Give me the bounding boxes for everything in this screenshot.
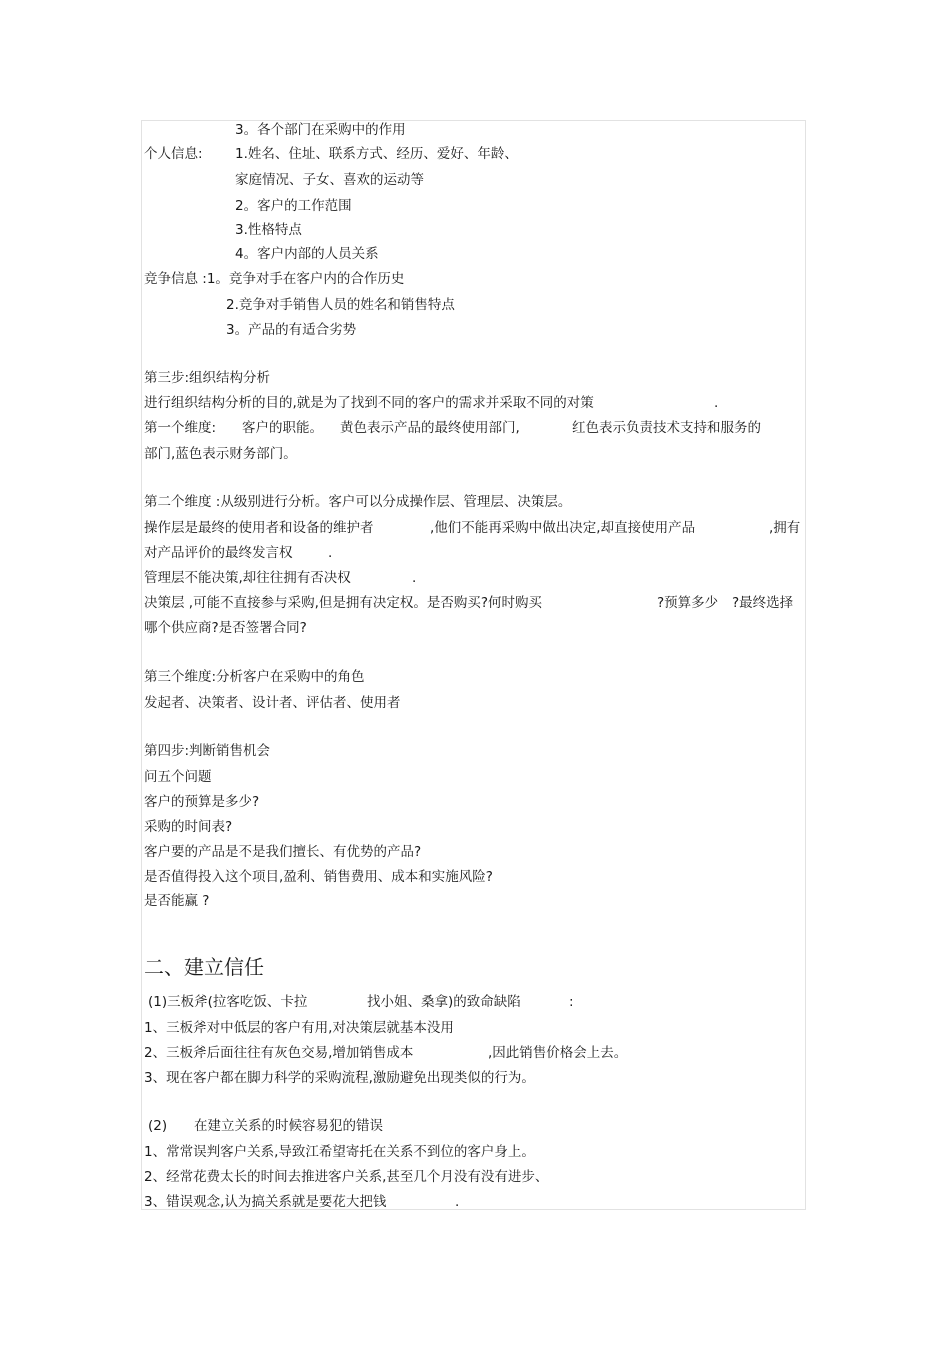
text-line: 进行组织结构分析的目的,就是为了找到不同的客户的需求并采取不同的对策 <box>144 395 594 411</box>
text-line: 客户的预算是多少? <box>144 794 260 810</box>
text-line: 找小姐、桑拿)的致命缺陷 <box>367 994 521 1010</box>
text-line: 2、经常花费太长的时间去推进客户关系,甚至几个月没有没有进步、 <box>144 1169 549 1185</box>
text-line: 是否能赢 ? <box>144 893 210 909</box>
text-line: 竞争信息 :1。竞争对手在客户内的合作历史 <box>144 271 405 287</box>
text-line: ,他们不能再采购中做出决定,却直接使用产品 <box>430 520 696 536</box>
text-line: 1.姓名、住址、联系方式、经历、爱好、年龄、 <box>235 146 518 162</box>
chapter-heading: 二、建立信任 <box>144 955 264 979</box>
text-line: 采购的时间表? <box>144 819 233 835</box>
text-line: 客户要的产品是不是我们擅长、有优势的产品? <box>144 844 422 860</box>
text-line: 操作层是最终的使用者和设备的维护者 <box>144 520 374 536</box>
text-line: 是否值得投入这个项目,盈利、销售费用、成本和实施风险? <box>144 869 493 885</box>
text-line: 3、现在客户都在脚力科学的采购流程,激励避免出现类似的行为。 <box>144 1070 535 1086</box>
text-line: 第一个维度: <box>144 420 217 436</box>
text-line: . <box>328 545 333 561</box>
text-line: ?预算多少 <box>657 595 719 611</box>
text-line: 1、三板斧对中低层的客户有用,对决策层就基本没用 <box>144 1020 454 1036</box>
text-line: (2) <box>148 1118 168 1134</box>
text-line: 哪个供应商?是否签署合同? <box>144 620 307 636</box>
text-line: 3。各个部门在采购中的作用 <box>235 122 406 138</box>
text-line: 管理层不能决策,却往往拥有否决权 <box>144 570 351 586</box>
text-line: 1、常常误判客户关系,导致江希望寄托在关系不到位的客户身上。 <box>144 1144 535 1160</box>
text-line: 客户的职能。 <box>242 420 323 436</box>
text-line: ?最终选择 <box>732 595 794 611</box>
text-line: 3、错误观念,认为搞关系就是要花大把钱 <box>144 1194 387 1210</box>
text-line: 2、三板斧后面往往有灰色交易,增加销售成本 <box>144 1045 414 1061</box>
text-line: 家庭情况、子女、喜欢的运动等 <box>235 172 424 188</box>
text-line: ,因此销售价格会上去。 <box>488 1045 628 1061</box>
text-line: 4。客户内部的人员关系 <box>235 246 379 262</box>
text-line: 决策层 ,可能不直接参与采购,但是拥有决定权。是否购买?何时购买 <box>144 595 543 611</box>
text-line: 3.性格特点 <box>235 222 302 238</box>
text-line: 对产品评价的最终发言权 <box>144 545 293 561</box>
text-line: . <box>455 1194 460 1210</box>
text-line: . <box>412 570 417 586</box>
text-line: 黄色表示产品的最终使用部门, <box>340 420 520 436</box>
section-heading: 第三步:组织结构分析 <box>144 370 271 386</box>
text-line: (1)三板斧(拉客吃饭、卡拉 <box>148 994 308 1010</box>
text-line: 在建立关系的时候容易犯的错误 <box>194 1118 383 1134</box>
text-line: 2。客户的工作范围 <box>235 198 352 214</box>
text-line: ,拥有 <box>769 520 801 536</box>
text-line: . <box>714 395 719 411</box>
text-line: 个人信息: <box>144 146 203 162</box>
section-heading: 第四步:判断销售机会 <box>144 743 271 759</box>
text-line: : <box>569 994 574 1010</box>
text-line: 发起者、决策者、设计者、评估者、使用者 <box>144 695 401 711</box>
text-line: 第三个维度:分析客户在采购中的角色 <box>144 669 365 685</box>
text-line: 问五个问题 <box>144 769 212 785</box>
text-line: 第二个维度 :从级别进行分析。客户可以分成操作层、管理层、决策层。 <box>144 494 572 510</box>
text-line: 2.竞争对手销售人员的姓名和销售特点 <box>226 297 455 313</box>
text-line: 部门,蓝色表示财务部门。 <box>144 446 297 462</box>
text-line: 红色表示负责技术支持和服务的 <box>572 420 761 436</box>
text-line: 3。产品的有适合劣势 <box>226 322 357 338</box>
